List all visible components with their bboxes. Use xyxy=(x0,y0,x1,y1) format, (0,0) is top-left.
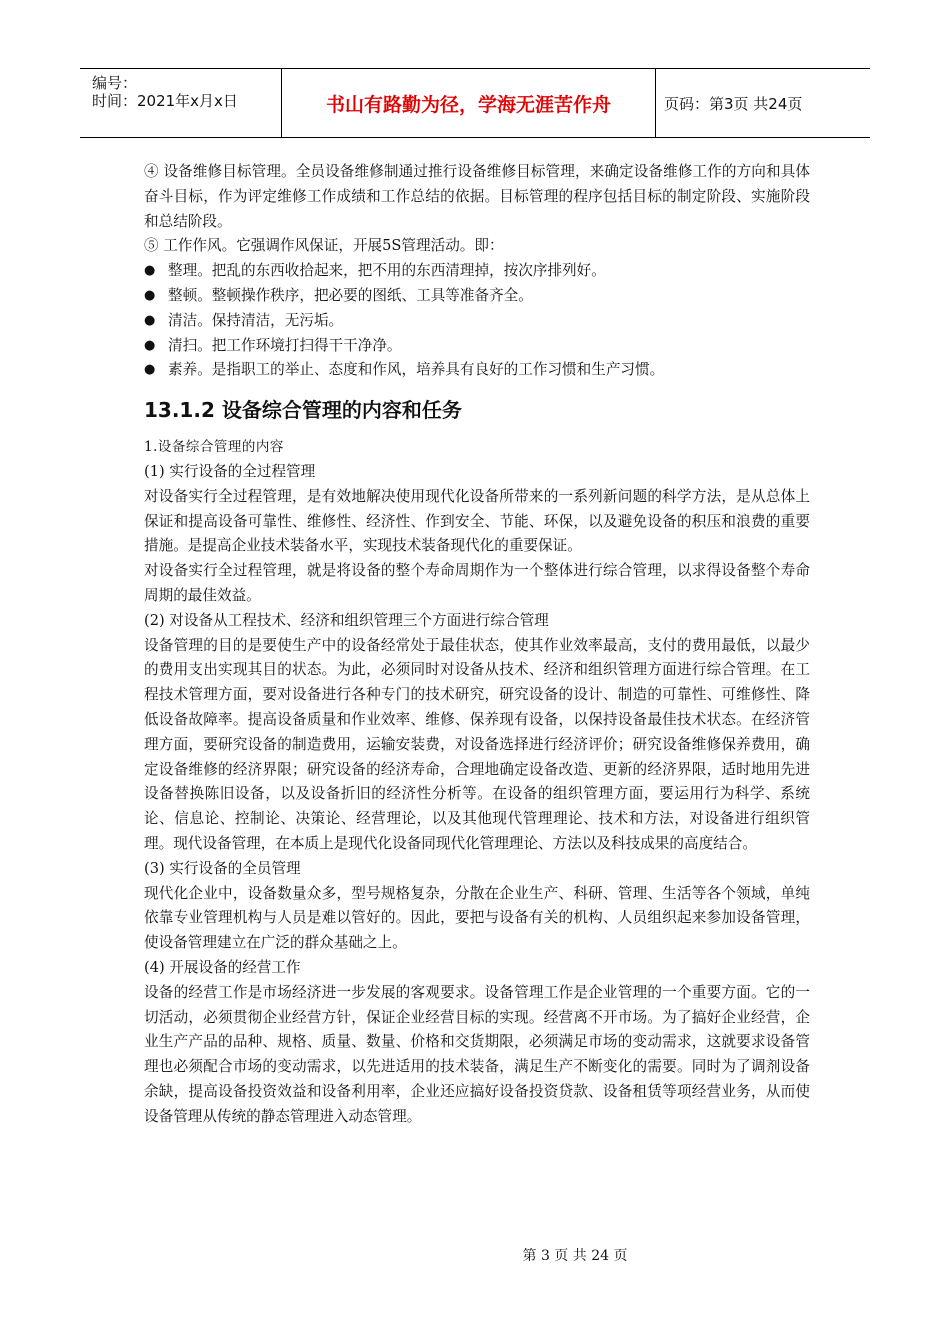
list-item: ● 清扫。把工作环境打扫得干干净净。 xyxy=(144,334,810,359)
bullet-icon: ● xyxy=(144,362,156,378)
bullet-icon: ● xyxy=(144,263,156,279)
item-title: (3) 实行设备的全员管理 xyxy=(144,859,301,877)
subsection-title: 1.设备综合管理的内容 xyxy=(144,439,284,456)
page-header xyxy=(80,68,870,138)
paragraph: 现代化企业中，设备数量众多，型号规格复杂，分散在企业生产、科研、管理、生活等各个领域，单纯依靠专业管理机构与人员是难以管好的。因此，要把与设备有关的机构、人员组织起来参加设备管理，使设备管理建立在广泛的群众基础之上。 xyxy=(144,884,810,952)
paragraph: 对设备实行全过程管理，是有效地解决使用现代化设备所带来的一系列新问题的科学方法，是从总体上保证和提高设备可靠性、维修性、经济性、作到安全、节能、环保，以及避免设备的积压和浪费的重要措施。是提高企业技术装备水平，实现技术装备现代化的重要保证。 xyxy=(144,487,810,555)
list-item: ● 素养。是指职工的举止、态度和作风，培养具有良好的工作习惯和生产习惯。 xyxy=(144,358,810,383)
bullet-icon: ● xyxy=(144,287,156,303)
page-footer: 第 3 页 共 24 页 xyxy=(522,1248,628,1264)
paragraph-work-style: ⑤ 工作作风。它强调作风保证，开展5S管理活动。即： xyxy=(144,237,504,255)
document-body xyxy=(144,160,810,1129)
number-label: 编号： xyxy=(92,74,138,92)
list-item: ● 清洁。保持清洁，无污垢。 xyxy=(144,309,810,334)
section-heading: 13.1.2 设备综合管理的内容和任务 xyxy=(144,398,462,423)
header-motto: 书山有路勤为径，学海无涯苦作舟 xyxy=(282,69,656,137)
date-label: 时间：2021年x月x日 xyxy=(92,92,238,110)
paragraph-target-management: ④ 设备维修目标管理。全员设备维修制通过推行设备维修目标管理，来确定设备维修工作的方向和具体奋斗目标，作为评定维修工作成绩和工作总结的依据。目标管理的程序包括目标的制定阶段、实施阶段和总结阶段。 xyxy=(144,163,810,230)
paragraph: 设备管理的目的是要使生产中的设备经常处于最佳状态，使其作业效率最高，支付的费用最低，以最少的费用支出实现其目的状态。为此，必须同时对设备从技术、经济和组织管理方面进行综合管理。在工程技术管理方面，要对设备进行各种专门的技术研究，研究设备的设计、制造的可靠性、可维修性、降低设备故障率。提高设备质量和作业效率、维修、保养现有设备，以保持设备最佳技术状态。在经济管理方面，要研究设备的制造费用，运输安装费，对设备选择进行经济评价；研究设备维修保养费用，确定设备维修的经济界限；研究设备的经济寿命，合理地确定设备改造、更新的经济界限，适时地用先进设备替换陈旧设备，以及设备折旧的经济性分析等。在设备的组织管理方面，要运用行为科学、系统论、信息论、控制论、决策论、经营理论，以及其他现代管理理论、技术和方法，对设备进行组织管理。现代设备管理，在本质上是现代化设备同现代化管理理论、方法以及科技成果的高度结合。 xyxy=(144,636,810,852)
list-item: ● 整顿。整顿操作秩序，把必要的图纸、工具等准备齐全。 xyxy=(144,284,810,309)
header-page-info: 页码：第3页 共24页 xyxy=(664,94,803,113)
item-title: (4) 开展设备的经营工作 xyxy=(144,958,301,976)
list-item: ● 整理。把乱的东西收拾起来，把不用的东西清理掉，按次序排列好。 xyxy=(144,259,810,284)
paragraph: 设备的经营工作是市场经济进一步发展的客观要求。设备管理工作是企业管理的一个重要方面。它的一切活动，必须贯彻企业经营方针，保证企业经营目标的实现。经营离不开市场。为了搞好企业经营，企业生产产品的品种、规格、质量、数量、价格和交货期限，必须满足市场的变动需求，这就要求设备管理也必须配合市场的变动需求，以先进适用的技术装备，满足生产不断变化的需要。同时为了调剂设备余缺，提高设备投资效益和设备利用率，企业还应搞好设备投资贷款、设备租赁等项经营业务，从而使设备管理从传统的静态管理进入动态管理。 xyxy=(144,983,810,1125)
item-title: (2) 对设备从工程技术、经济和组织管理三个方面进行综合管理 xyxy=(144,611,549,629)
header-meta xyxy=(80,69,282,137)
bullet-icon: ● xyxy=(144,312,156,328)
paragraph: 对设备实行全过程管理，就是将设备的整个寿命周期作为一个整体进行综合管理，以求得设备整个寿命周期的最佳效益。 xyxy=(144,562,810,604)
item-title: (1) 实行设备的全过程管理 xyxy=(144,462,316,480)
bullet-icon: ● xyxy=(144,337,156,353)
